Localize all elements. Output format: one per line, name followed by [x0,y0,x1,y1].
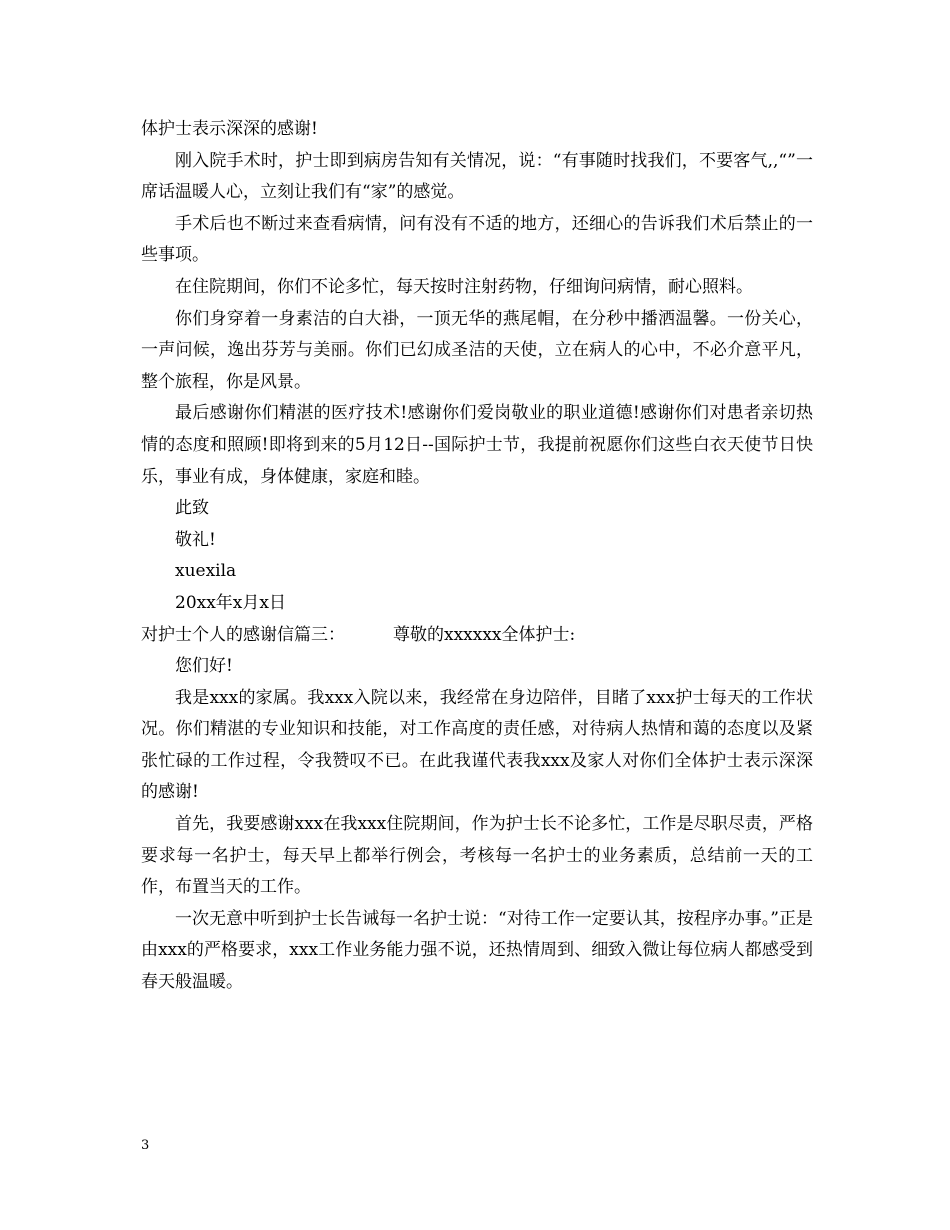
paragraph: 刚入院手术时，护士即到病房告知有关情况，说：“有事随时找我们，不要客气,,“”一席话温暖人心，立刻让我们有“家”的感觉。 [141,150,813,203]
signature: xuexila [175,561,237,582]
paragraph: 你们身穿着一身素洁的白大褂，一顶无华的燕尾帽，在分秒中播洒温馨。一份关心，一声问候，逸出芬芳与美丽。你们已幻成圣洁的天使，立在病人的心中，不必介意平凡，整个旅程，你是风景。 [141,308,813,392]
paragraph: 一次无意中听到护士长告诫每一名护士说：“对待工作一定要认其，按程序办事。”正是由xxx的严格要求，xxx工作业务能力强不说，还热情周到、细致入微让每位病人都感受到春天般温暖。 [141,908,813,993]
section-heading [141,620,813,652]
letter-date: 20xx年x月x日 [175,592,286,613]
closing-regards: 敬礼! [175,529,216,550]
paragraph: 体护士表示深深的感谢! [141,119,318,139]
paragraph: 首先，我要感谢xxx在我xxx住院期间，作为护士长不论多忙，工作是尽职尽责，严格要求每一名护士，每天早上都举行例会，考核每一名护士的业务素质，总结前一天的工作，布置当天的工作。 [141,814,813,898]
closing-salute: 此致 [175,498,209,519]
greeting: 您们好! [175,656,233,677]
document-body [141,114,813,999]
paragraph: 最后感谢你们精湛的医疗技术!感谢你们爱岗敬业的职业道德!感谢你们对患者亲切热情的态度和照顾!即将到来的5月12日--国际护士节，我提前祝愿你们这些白衣天使节日快乐，事业有成，身体健康，家庭和睦。 [141,403,813,487]
paragraph: 手术后也不断过来查看病情，问有没有不适的地方，还细心的告诉我们术后禁止的一些事项。 [141,213,813,266]
paragraph: 我是xxx的家属。我xxx入院以来，我经常在身边陪伴，目睹了xxx护士每天的工作状况。你们精湛的专业知识和技能，对工作高度的责任感，对待病人热情和蔼的态度以及紧张忙碌的工作过程，令我赞叹不已。在此我谨代表我xxx及家人对你们全体护士表示深深的感谢! [141,687,813,803]
page-number: 3 [141,1138,150,1153]
recipient-line: 尊敬的xxxxxx全体护士: [393,624,576,645]
section-title: 对护士个人的感谢信篇三： [141,624,345,645]
paragraph: 在住院期间，你们不论多忙，每天按时注射药物，仔细询问病情，耐心照料。 [175,276,753,297]
